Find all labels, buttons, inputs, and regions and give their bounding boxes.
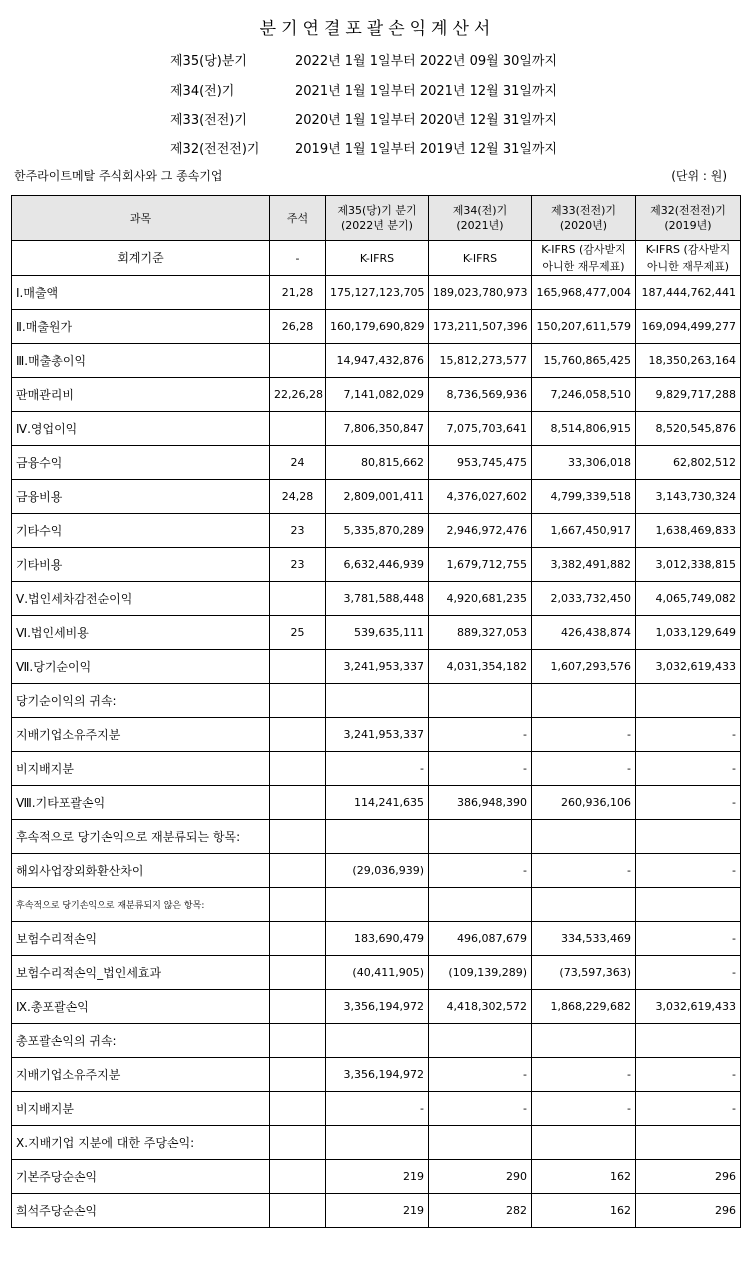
row-value: (109,139,289) [429, 956, 532, 990]
row-value: 3,032,619,433 [636, 650, 741, 684]
row-value: 7,141,082,029 [326, 378, 429, 412]
header-line: (2019년) [664, 219, 712, 232]
row-value: 3,241,953,337 [326, 650, 429, 684]
row-value: 290 [429, 1160, 532, 1194]
table-row [12, 820, 741, 854]
row-value: - [636, 854, 741, 888]
row-note [270, 718, 326, 752]
period-label: 제33(전전)기 [170, 113, 247, 128]
row-value: 219 [326, 1160, 429, 1194]
header-col-prior3 [636, 196, 741, 241]
row-value: 114,241,635 [326, 786, 429, 820]
row-value: 8,514,806,915 [532, 412, 636, 446]
period-line [170, 80, 557, 99]
row-value [636, 1126, 741, 1160]
row-value: 162 [532, 1194, 636, 1228]
period-range: 2021년 1월 1일부터 2021년 12월 31일까지 [295, 84, 558, 99]
row-label: 지배기업소유주지분 [12, 718, 270, 752]
row-value: 2,809,001,411 [326, 480, 429, 514]
row-value: 7,806,350,847 [326, 412, 429, 446]
table-header-row [12, 196, 741, 241]
row-label: Ⅴ.법인세차감전순이익 [12, 582, 270, 616]
row-value [326, 1024, 429, 1058]
row-note: 26,28 [270, 310, 326, 344]
period-label: 제34(전)기 [170, 84, 235, 99]
row-value: - [326, 752, 429, 786]
row-label: Ⅶ.당기순이익 [12, 650, 270, 684]
row-note [270, 1024, 326, 1058]
row-value: 33,306,018 [532, 446, 636, 480]
row-value: 3,356,194,972 [326, 1058, 429, 1092]
row-value: - [636, 786, 741, 820]
row-value: 496,087,679 [429, 922, 532, 956]
row-value: 953,745,475 [429, 446, 532, 480]
row-label: 판매관리비 [12, 378, 270, 412]
row-value: - [429, 718, 532, 752]
row-value: 160,179,690,829 [326, 310, 429, 344]
period-line [170, 50, 557, 69]
row-note: 22,26,28 [270, 378, 326, 412]
basis-value: K-IFRS [326, 241, 429, 276]
table-row [12, 310, 741, 344]
period-line [170, 138, 557, 157]
header-col-prior2 [532, 196, 636, 241]
row-label: Ⅷ.기타포괄손익 [12, 786, 270, 820]
row-value: - [326, 1092, 429, 1126]
header-col-current [326, 196, 429, 241]
table-row [12, 1024, 741, 1058]
row-label: 보험수리적손익 [12, 922, 270, 956]
table-row [12, 684, 741, 718]
table-row [12, 276, 741, 310]
row-value: 260,936,106 [532, 786, 636, 820]
row-label: 당기순이익의 귀속: [12, 684, 270, 718]
row-value: 7,075,703,641 [429, 412, 532, 446]
period-range: 2020년 1월 1일부터 2020년 12월 31일까지 [295, 113, 558, 128]
row-value: 9,829,717,288 [636, 378, 741, 412]
row-note: 24,28 [270, 480, 326, 514]
table-row [12, 548, 741, 582]
table-row [12, 446, 741, 480]
row-value [429, 820, 532, 854]
table-row [12, 786, 741, 820]
row-note [270, 1126, 326, 1160]
row-note: 25 [270, 616, 326, 650]
row-note [270, 582, 326, 616]
header-line: 제32(전전전)기 [650, 204, 726, 217]
row-note [270, 1160, 326, 1194]
header-line: 제34(전)기 [452, 204, 508, 217]
row-note: 23 [270, 548, 326, 582]
row-label: Ⅳ.영업이익 [12, 412, 270, 446]
row-value: 18,350,263,164 [636, 344, 741, 378]
row-label: 금융수익 [12, 446, 270, 480]
row-label: 후속적으로 당기손익으로 재분류되지 않은 항목: [12, 888, 270, 922]
row-value: - [532, 1092, 636, 1126]
header-line: (2020년) [559, 219, 608, 232]
row-value: 3,032,619,433 [636, 990, 741, 1024]
table-row [12, 956, 741, 990]
company-name: 한주라이트메탈 주식회사와 그 종속기업 [14, 169, 223, 183]
row-value: 3,143,730,324 [636, 480, 741, 514]
row-note: 21,28 [270, 276, 326, 310]
row-value: - [532, 718, 636, 752]
row-value [326, 684, 429, 718]
row-value: 539,635,111 [326, 616, 429, 650]
row-value: (73,597,363) [532, 956, 636, 990]
row-value [429, 888, 532, 922]
row-value: 1,607,293,576 [532, 650, 636, 684]
row-value: 80,815,662 [326, 446, 429, 480]
row-value: - [429, 1092, 532, 1126]
row-label: 총포괄손익의 귀속: [12, 1024, 270, 1058]
row-label: Ⅸ.총포괄손익 [12, 990, 270, 1024]
table-row [12, 344, 741, 378]
row-note [270, 956, 326, 990]
table-row [12, 616, 741, 650]
row-value [326, 820, 429, 854]
row-label: Ⅵ.법인세비용 [12, 616, 270, 650]
row-value [532, 820, 636, 854]
row-value: - [636, 956, 741, 990]
row-value: 4,031,354,182 [429, 650, 532, 684]
row-value [532, 888, 636, 922]
row-value: - [636, 718, 741, 752]
row-note [270, 786, 326, 820]
row-value [636, 684, 741, 718]
unit-label: (단위 : 원) [671, 169, 727, 183]
row-label: 기타수익 [12, 514, 270, 548]
basis-note: - [270, 241, 326, 276]
row-label: 해외사업장외화환산차이 [12, 854, 270, 888]
row-value: 334,533,469 [532, 922, 636, 956]
row-value [636, 1024, 741, 1058]
row-value: 1,638,469,833 [636, 514, 741, 548]
row-label: 보험수리적손익_법인세효과 [12, 956, 270, 990]
table-row [12, 582, 741, 616]
table-row [12, 1092, 741, 1126]
row-note [270, 922, 326, 956]
row-note [270, 650, 326, 684]
statement-title: 분기연결포괄손익계산서 [259, 19, 496, 39]
period-label: 제32(전전전)기 [170, 142, 260, 157]
row-value: 1,679,712,755 [429, 548, 532, 582]
row-value: 6,632,446,939 [326, 548, 429, 582]
period-line [170, 109, 557, 128]
row-value: 150,207,611,579 [532, 310, 636, 344]
table-row [12, 922, 741, 956]
row-value: 8,520,545,876 [636, 412, 741, 446]
header-note: 주석 [270, 196, 326, 241]
accounting-basis-row [12, 241, 741, 276]
row-value [429, 1024, 532, 1058]
table-row [12, 990, 741, 1024]
row-label: 희석주당순손익 [12, 1194, 270, 1228]
table-row [12, 1058, 741, 1092]
period-range: 2022년 1월 1일부터 2022년 09월 30일까지 [295, 54, 558, 69]
row-value: - [532, 1058, 636, 1092]
row-value: 175,127,123,705 [326, 276, 429, 310]
row-value: 189,023,780,973 [429, 276, 532, 310]
row-value: 3,356,194,972 [326, 990, 429, 1024]
table-row [12, 650, 741, 684]
row-value: 62,802,512 [636, 446, 741, 480]
row-value [532, 1126, 636, 1160]
row-note [270, 344, 326, 378]
period-label: 제35(당)분기 [170, 54, 247, 69]
header-col-prior [429, 196, 532, 241]
row-note: 24 [270, 446, 326, 480]
row-note [270, 752, 326, 786]
row-value: - [636, 1092, 741, 1126]
row-value: 7,246,058,510 [532, 378, 636, 412]
row-value: 183,690,479 [326, 922, 429, 956]
header-line: (2021년) [456, 219, 504, 232]
row-value [429, 1126, 532, 1160]
row-label: Ⅲ.매출총이익 [12, 344, 270, 378]
row-value: 219 [326, 1194, 429, 1228]
row-value: - [636, 752, 741, 786]
row-note [270, 1058, 326, 1092]
row-label: 기본주당순손익 [12, 1160, 270, 1194]
row-value: 2,033,732,450 [532, 582, 636, 616]
table-row [12, 1126, 741, 1160]
row-note [270, 412, 326, 446]
row-label: 비지배지분 [12, 752, 270, 786]
row-value: 426,438,874 [532, 616, 636, 650]
row-value: 296 [636, 1194, 741, 1228]
row-value: 3,382,491,882 [532, 548, 636, 582]
table-row [12, 1160, 741, 1194]
row-value: - [429, 1058, 532, 1092]
row-value: 173,211,507,396 [429, 310, 532, 344]
basis-value: K-IFRS (감사받지 아니한 재무제표) [532, 241, 636, 276]
row-label: 금융비용 [12, 480, 270, 514]
basis-label: 회계기준 [12, 241, 270, 276]
row-value: 8,736,569,936 [429, 378, 532, 412]
row-value: 1,033,129,649 [636, 616, 741, 650]
row-note [270, 1092, 326, 1126]
row-value: 386,948,390 [429, 786, 532, 820]
row-value [636, 888, 741, 922]
row-label: 지배기업소유주지분 [12, 1058, 270, 1092]
row-label: 후속적으로 당기손익으로 재분류되는 항목: [12, 820, 270, 854]
row-note [270, 854, 326, 888]
basis-value: K-IFRS (감사받지 아니한 재무제표) [636, 241, 741, 276]
row-value [532, 684, 636, 718]
header-line: 제35(당)기 분기 [337, 204, 417, 217]
header-line: (2022년 분기) [341, 219, 413, 232]
row-label: Ⅹ.지배기업 지분에 대한 주당손익: [12, 1126, 270, 1160]
row-value: 4,065,749,082 [636, 582, 741, 616]
row-value: - [429, 854, 532, 888]
row-value: 187,444,762,441 [636, 276, 741, 310]
row-note [270, 820, 326, 854]
row-value: 2,946,972,476 [429, 514, 532, 548]
row-value [429, 684, 532, 718]
header-line: 제33(전전)기 [550, 204, 617, 217]
row-value: - [532, 854, 636, 888]
row-label: Ⅰ.매출액 [12, 276, 270, 310]
row-value [636, 820, 741, 854]
row-value: 5,335,870,289 [326, 514, 429, 548]
row-note [270, 684, 326, 718]
table-row [12, 854, 741, 888]
row-value: 4,799,339,518 [532, 480, 636, 514]
table-row [12, 718, 741, 752]
table-row [12, 412, 741, 446]
row-value: (29,036,939) [326, 854, 429, 888]
row-note [270, 888, 326, 922]
row-value: 4,920,681,235 [429, 582, 532, 616]
row-note [270, 1194, 326, 1228]
row-label: 비지배지분 [12, 1092, 270, 1126]
row-value: 296 [636, 1160, 741, 1194]
table-row [12, 752, 741, 786]
income-statement-table [11, 195, 741, 1228]
row-value [532, 1024, 636, 1058]
table-row [12, 888, 741, 922]
row-value: 3,241,953,337 [326, 718, 429, 752]
row-value: 165,968,477,004 [532, 276, 636, 310]
row-value: - [636, 922, 741, 956]
row-value: 3,781,588,448 [326, 582, 429, 616]
row-note: 23 [270, 514, 326, 548]
table-row [12, 480, 741, 514]
row-value: 15,812,273,577 [429, 344, 532, 378]
row-value: - [429, 752, 532, 786]
basis-value: K-IFRS [429, 241, 532, 276]
header-account: 과목 [12, 196, 270, 241]
row-value: 889,327,053 [429, 616, 532, 650]
row-value [326, 888, 429, 922]
row-value: - [636, 1058, 741, 1092]
row-value: 1,667,450,917 [532, 514, 636, 548]
row-value: 3,012,338,815 [636, 548, 741, 582]
table-row [12, 1194, 741, 1228]
row-value: - [532, 752, 636, 786]
table-row [12, 378, 741, 412]
table-row [12, 514, 741, 548]
row-note [270, 990, 326, 1024]
row-value: 282 [429, 1194, 532, 1228]
row-value: 4,418,302,572 [429, 990, 532, 1024]
row-value: 169,094,499,277 [636, 310, 741, 344]
period-range: 2019년 1월 1일부터 2019년 12월 31일까지 [295, 142, 558, 157]
row-value: 1,868,229,682 [532, 990, 636, 1024]
row-label: 기타비용 [12, 548, 270, 582]
row-value: 162 [532, 1160, 636, 1194]
row-value: 14,947,432,876 [326, 344, 429, 378]
row-value: 4,376,027,602 [429, 480, 532, 514]
row-label: Ⅱ.매출원가 [12, 310, 270, 344]
row-value [326, 1126, 429, 1160]
row-value: (40,411,905) [326, 956, 429, 990]
row-value: 15,760,865,425 [532, 344, 636, 378]
